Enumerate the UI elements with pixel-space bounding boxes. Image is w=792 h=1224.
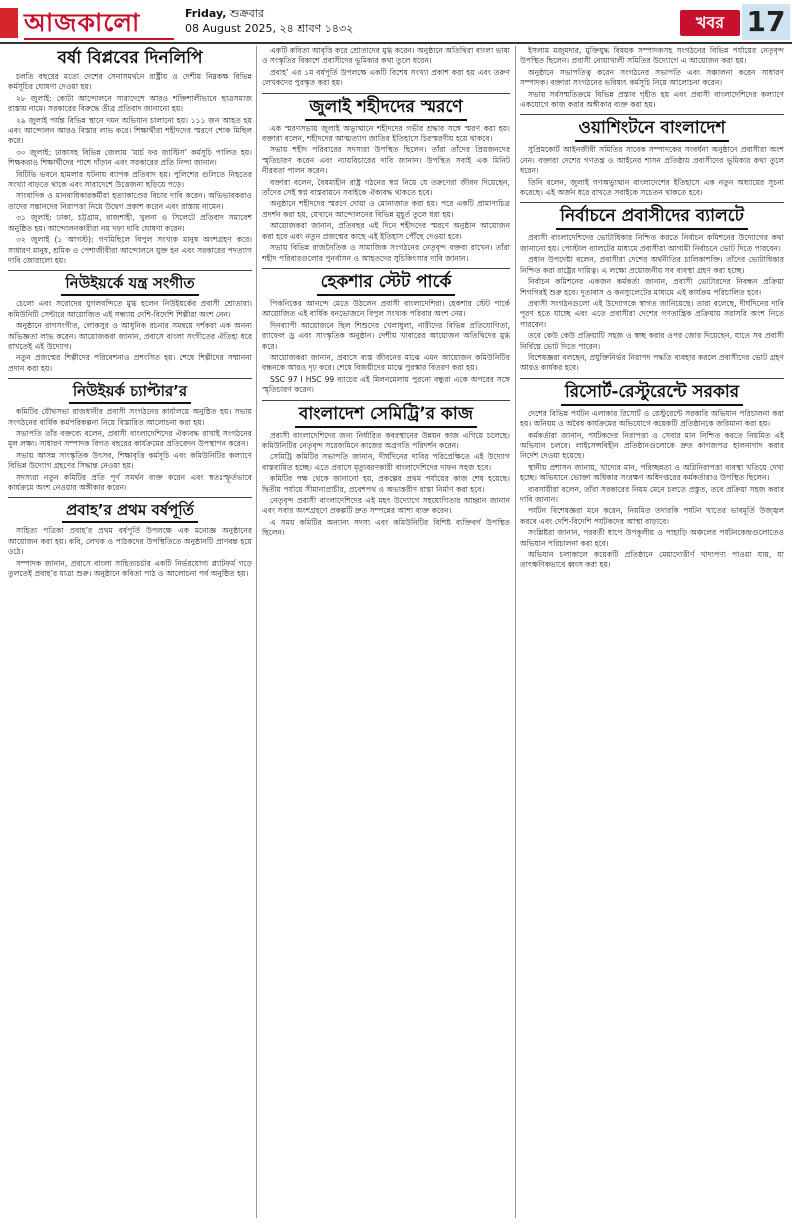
- article-newyork-chapter: [8, 382, 252, 493]
- paragraph: ২৮ জুলাই: কোটা আন্দোলনে সারাদেশে আরও শক্তিশালীভাবে ছাত্রসমাজ রাস্তায় নামে। সরকারের বিরুদ্ধে তীব্র প্রতিবাদ জানানো হয়।: [8, 93, 252, 114]
- paragraph: অনুষ্ঠানে রাগসংগীত, লোকসুর ও আধুনিক রচনার সমন্বয়ে দর্শকরা এক অনন্য অভিজ্ঞতা লাভ করেন। আয়োজকরা জানান, প্রবাসে বাংলা সংগীতের ঐতিহ্য ধরে রাখতেই এই উদ্যোগ।: [8, 321, 252, 351]
- day-en: Friday,: [185, 7, 227, 20]
- article-body: [262, 124, 510, 264]
- paragraph: স্থানীয় প্রশাসন জানায়, খাদ্যের মান, পরিচ্ছন্নতা ও অগ্নিনিরাপত্তা ব্যবস্থা খতিয়ে দেখা হচ্ছে। অভিযানে ভোক্তা অধিকার সংরক্ষণ অধিদপ্তরের কর্মকর্তারাও উপস্থিত ছিলেন।: [520, 462, 784, 483]
- headline-text: প্রবাহ’র প্রথম বর্ষপূর্তি: [62, 501, 198, 523]
- paragraph: প্রধান উপদেষ্টা বলেন, প্রবাসীরা দেশের অর্থনীতির চালিকাশক্তি। তাঁদের ভোটাধিকার নিশ্চিত করা রাষ্ট্রের দায়িত্ব। এ লক্ষ্যে প্রয়োজনীয় সব ব্যবস্থা গ্রহণ করা হচ্ছে।: [520, 255, 784, 275]
- paragraph: কর্মকর্তারা জানান, পর্যটকদের নিরাপত্তা ও সেবার মান নিশ্চিত করতে নিয়মিত এই অভিযান চলবে। লাইসেন্সবিহীন প্রতিষ্ঠানগুলোকে দ্রুত কাগজপত্র হালনাগাদ করার নির্দেশ দেওয়া হয়েছে।: [520, 430, 784, 461]
- article-washington-bangladesh: [520, 118, 784, 198]
- paragraph: ৩১ জুলাই: ঢাকা, চট্টগ্রাম, রাজশাহী, খুলনা ও সিলেটে প্রতিবাদ সমাবেশ অনুষ্ঠিত হয়। আন্দোলনকারীরা নয় দফা দাবি ঘোষণা করেন।: [8, 213, 252, 233]
- article-headline[interactable]: [8, 274, 252, 296]
- dateline: [185, 6, 353, 36]
- paragraph: ৩০ জুলাই: ঢাকাসহ বিভিন্ন জেলায় ‘মার্চ ফর জাস্টিস’ কর্মসূচি পালিত হয়। শিক্ষকরাও শিক্ষার্থীদের পাশে দাঁড়ান এবং সরকারের প্রতি নিন্দা জানান।: [8, 147, 252, 168]
- paragraph: অনুষ্ঠানে শহীদদের স্মরণে দোয়া ও মোনাজাত করা হয়। পরে একটি প্রামাণ্যচিত্র প্রদর্শন করা হয়, যেখানে আন্দোলনের বিভিন্ন মুহূর্ত তুলে ধরা হয়।: [262, 199, 510, 219]
- paragraph: পর্যটন বিশেষজ্ঞরা মনে করেন, নিয়মিত তদারকি পর্যটন খাতের ভাবমূর্তি উজ্জ্বল করবে এবং দেশি-বিদেশি পর্যটকদের আস্থা বাড়াবে।: [520, 506, 784, 526]
- paragraph: দেশের বিভিন্ন পর্যটন এলাকার রিসোর্ট ও রেস্টুরেন্টে সরকারি অভিযান পরিচালনা করা হয়। অনিয়ম ও অবৈধ কার্যক্রমের অভিযোগে কয়েকটি প্রতিষ্ঠানকে জরিমানা করা হয়।: [520, 408, 784, 429]
- paragraph: সভাপতি তাঁর বক্তব্যে বলেন, প্রবাসী বাংলাদেশিদের ঐক্যবদ্ধ রাখাই সংগঠনের মূল লক্ষ্য। সাধারণ সম্পাদক বিগত বছরের কার্যক্রমের প্রতিবেদন উপস্থাপন করেন।: [8, 428, 252, 449]
- paragraph: বিশেষজ্ঞরা বলছেন, প্রযুক্তিনির্ভর নিরাপদ পদ্ধতি ব্যবহার করলে প্রবাসীদের ভোট গ্রহণ আরও কার্যকর হবে।: [520, 352, 784, 373]
- article-body: [520, 46, 784, 110]
- paragraph: একটি কবিতা আবৃত্তি করে শ্রোতাদের মুগ্ধ করেন। অনুষ্ঠানে অতিথিরা বাংলা ভাষা ও সংস্কৃতির বিকাশে প্রবাসীদের ভূমিকার কথা তুলে ধরেন।: [262, 46, 510, 66]
- column-divider: [256, 46, 257, 1218]
- article-divider: [520, 378, 784, 379]
- paragraph: এ সময় কমিটির অন্যান্য সদস্য এবং কমিউনিটির বিশিষ্ট ব্যক্তিবর্গ উপস্থিত ছিলেন।: [262, 517, 510, 538]
- article-headline[interactable]: [262, 97, 510, 121]
- paragraph: পিকনিকের আনন্দে মেতে উঠলেন প্রবাসী বাংলাদেশিরা। হেকশার স্টেট পার্কে আয়োজিত এই বার্ষিক বনভোজনে বিপুল সংখ্যক পরিবার অংশ নেয়।: [262, 298, 510, 319]
- headline-text: বাংলাদেশ সেমিট্রি’র কাজ: [295, 404, 477, 428]
- paragraph: এক স্মরণসভায় জুলাই অভ্যুত্থানে শহীদদের গভীর শ্রদ্ধার সঙ্গে স্মরণ করা হয়। বক্তারা বলেন, শহীদদের আত্মত্যাগ জাতির ইতিহাসে চিরস্মরণীয় হয়ে থাকবে।: [262, 123, 510, 144]
- article-newyork-music: [8, 274, 252, 374]
- article-headline[interactable]: [520, 382, 784, 406]
- paragraph: সদস্যরা নতুন কমিটির প্রতি পূর্ণ সমর্থন ব্যক্ত করেন এবং স্বতঃস্ফূর্তভাবে কার্যক্রমে অংশ নেওয়ার অঙ্গীকার করেন।: [8, 472, 252, 492]
- section-tag: খবর: [680, 10, 740, 36]
- article-barsha-biplob: [8, 48, 252, 266]
- article-headline[interactable]: [8, 501, 252, 523]
- column-divider: [515, 46, 516, 1218]
- page-number: 17: [742, 4, 790, 40]
- paragraph: তিনি বলেন, জুলাই গণঅভ্যুত্থান বাংলাদেশের ইতিহাসে এক নতুন অধ্যায়ের সূচনা করেছে। এই অর্জন ধরে রাখতে সবাইকে সচেতন থাকতে হবে।: [520, 177, 784, 198]
- headline-text: ওয়াশিংটনে বাংলাদেশ: [575, 118, 730, 142]
- paragraph: তবে কেউ কেউ প্রক্রিয়াটি সহজ ও স্বচ্ছ করার ওপর জোর দিয়েছেন, যাতে সব প্রবাসী নির্বিঘ্নে ভোট দিতে পারেন।: [520, 331, 784, 351]
- article-july-martyrs: [262, 97, 510, 264]
- article-divider: [8, 497, 252, 498]
- date-text: 08 August 2025, ২৪ শ্রাবণ ১৪৩২: [185, 22, 354, 35]
- day-bn: শুক্রবার: [229, 7, 264, 20]
- headline-text: নির্বাচনে প্রবাসীদের ব্যালটে: [556, 206, 748, 230]
- paragraph: সংশ্লিষ্টরা জানান, পরবর্তী ধাপে উপকূলীয় ও পাহাড়ি অঞ্চলের পর্যটনকেন্দ্রগুলোতেও অভিযান পরিচালনা করা হবে।: [520, 528, 784, 548]
- top-rule: [0, 42, 792, 44]
- paragraph: সেমিট্রি কমিটির সভাপতি জানান, দীর্ঘদিনের দাবির পরিপ্রেক্ষিতে এই উদ্যোগ বাস্তবায়িত হচ্ছে। এতে প্রবাসে মৃত্যুবরণকারী বাংলাদেশিদের দাফন সহজ হবে।: [262, 452, 510, 472]
- paragraph: প্রবাসী বাংলাদেশিদের জন্য নির্ধারিত কবরস্থানের উন্নয়ন কাজ এগিয়ে চলেছে। কমিউনিটির নেতৃবৃন্দ সরেজমিনে কাজের অগ্রগতি পরিদর্শন করেন।: [262, 430, 510, 450]
- paragraph: বক্তারা বলেন, বৈষম্যহীন রাষ্ট্র গঠনের স্বপ্ন নিয়ে যে তরুণেরা জীবন দিয়েছেন, তাঁদের সেই স্বপ্ন বাস্তবায়নে সবাইকে ঐক্যবদ্ধ থাকতে হবে।: [262, 177, 510, 198]
- article-headline[interactable]: [262, 272, 510, 296]
- article-heckscher-park: [262, 272, 510, 396]
- article-expat-ballot: [520, 206, 784, 373]
- paragraph: ব্যবসায়ীরা বলেন, তাঁরা সরকারের নিয়ম মেনে চলতে প্রস্তুত, তবে প্রক্রিয়া সহজ করার দাবি জানান।: [520, 484, 784, 504]
- article-body: [8, 299, 252, 374]
- article-body: [262, 431, 510, 539]
- paragraph: প্রবাহ’ এর ১ম বর্ষপূর্তি উপলক্ষে একটি বিশেষ সংখ্যা প্রকাশ করা হয় এবং তরুণ লেখকদের পুরস্কৃত করা হয়।: [262, 67, 510, 88]
- article-continuation: [262, 46, 510, 89]
- newspaper-logo[interactable]: আজকালো: [24, 8, 141, 37]
- paragraph: সুপ্রিমকোর্ট আইনজীবী সমিতির সাবেক সম্পাদকের সংবর্ধনা অনুষ্ঠানে প্রবাসীরা অংশ নেন। বক্তারা দেশের গণতন্ত্র ও আইনের শাসন প্রতিষ্ঠায় প্রবাসীদের ভূমিকার কথা তুলে ধরেন।: [520, 145, 784, 176]
- paragraph: আয়োজকরা জানান, প্রতিবছর এই দিনে শহীদদের স্মরণে অনুষ্ঠান আয়োজন করা হবে এবং নতুন প্রজন্মের কাছে এই ইতিহাস পৌঁছে দেওয়া হবে।: [262, 221, 510, 241]
- paragraph: কমিটির যৌথসভা রাজধানীর প্রবাসী সংগঠনের কার্যালয়ে অনুষ্ঠিত হয়। সভায় সংগঠনের বার্ষিক কর্মপরিকল্পনা নিয়ে বিস্তারিত আলোচনা করা হয়।: [8, 407, 252, 427]
- article-probaho-anniversary: [8, 501, 252, 579]
- paragraph: বিটিভি ভবনে হামলার ঘটনায় ব্যাপক প্রতিবাদ হয়। পুলিশের গুলিতে নিহতের সংখ্যা বাড়তে থাকে এবং সারাদেশে উত্তেজনা ছড়িয়ে পড়ে।: [8, 169, 252, 190]
- paragraph: সভায় সর্বসম্মতিক্রমে বিভিন্ন প্রস্তাব গৃহীত হয় এবং প্রবাসী বাংলাদেশিদের কল্যাণে একযোগে কাজ করার অঙ্গীকার ব্যক্ত করা হয়।: [520, 89, 784, 110]
- paragraph: নেতৃবৃন্দ প্রবাসী বাংলাদেশিদের এই মহৎ উদ্যোগে সহযোগিতার আহ্বান জানান এবং সবার অংশগ্রহণে প্রকল্পটি দ্রুত সম্পন্নের আশা ব্যক্ত করেন।: [262, 496, 510, 516]
- paragraph: নতুন প্রজন্মের শিল্পীদের পরিবেশনাও প্রশংসিত হয়। শেষে শিল্পীদের সম্মাননা প্রদান করা হয়।: [8, 353, 252, 373]
- article-divider: [262, 400, 510, 401]
- article-divider: [262, 93, 510, 94]
- paragraph: সভায় শহীদ পরিবারের সদস্যরা উপস্থিত ছিলেন। তাঁরা তাঁদের প্রিয়জনদের স্মৃতিচারণ করেন এবং ন্যায়বিচারের দাবি জানান। উপস্থিত সবাই এক মিনিট নীরবতা পালন করেন।: [262, 145, 510, 176]
- paragraph: সাংবাদিক ও মানবাধিকারকর্মীরা হত্যাকাণ্ডের বিচার দাবি করেন। অভিভাবকরাও তাদের সন্তানদের নিরাপত্তা নিয়ে উদ্বেগ প্রকাশ করেন এবং রাস্তায় নামেন।: [8, 191, 252, 211]
- paragraph: প্রবাসী বাংলাদেশিদের ভোটাধিকার নিশ্চিত করতে নির্বাচন কমিশনের উদ্যোগের কথা জানানো হয়। পোস্টাল ব্যালটের মাধ্যমে প্রবাসীরা আগামী নির্বাচনে ভোট দিতে পারবেন।: [520, 233, 784, 253]
- article-bangladesh-cemetery: [262, 404, 510, 539]
- article-resort-restaurant: [520, 382, 784, 571]
- article-body: [520, 145, 784, 198]
- paragraph: সভায় বিভিন্ন রাজনৈতিক ও সামাজিক সংগঠনের নেতৃবৃন্দ বক্তব্য রাখেন। তাঁরা শহীদ পরিবারগুলোর পুনর্বাসন ও আহতদের সুচিকিৎসার দাবি জানান।: [262, 243, 510, 263]
- column-1: [8, 46, 252, 1218]
- article-body: [262, 46, 510, 89]
- article-body: [520, 409, 784, 571]
- paragraph: ২৯ জুলাই পর্যন্ত বিভিন্ন স্থানে দমন অভিযান চালানো হয়। ১১১ জন আহত হয় এবং আন্দোলন আরও বিস্তার লাভ করে। শিক্ষার্থীরা শহীদদের স্মরণে শোক মিছিল করে।: [8, 115, 252, 146]
- headline-text: জুলাই শহীদদের স্মরণে: [305, 97, 466, 121]
- paragraph: SSC 97 I HSC 99 ব্যাচের এই মিলনমেলায় পুরনো বন্ধুরা একে অপরের সঙ্গে স্মৃতিচারণ করেন।: [262, 374, 510, 395]
- article-headline[interactable]: বর্ষা বিপ্লবের দিনলিপি: [57, 48, 203, 68]
- masthead: [0, 0, 792, 42]
- article-body: [8, 407, 252, 493]
- article-divider: [8, 378, 252, 379]
- article-divider: [520, 114, 784, 115]
- article-headline[interactable]: [8, 382, 252, 404]
- masthead-accent-bar: [0, 8, 18, 38]
- article-body: [8, 72, 252, 266]
- logo-underline: [24, 38, 174, 40]
- paragraph: ইসলাম মজুমদার, মুক্তিযুদ্ধ বিষয়ক সম্পাদকসহ সংগঠনের বিভিন্ন পর্যায়ের নেতৃবৃন্দ উপস্থিত ছিলেন। প্রবাসী নোয়াখালী সমিতির উদ্যোগে এ আয়োজন করা হয়।: [520, 46, 784, 66]
- headline-text: নিউইয়র্ক চ্যাপ্টার’র: [69, 382, 191, 404]
- paragraph: ৩২ জুলাই (১ আগস্ট): গণমিছিলে বিপুল সংখ্যক মানুষ অংশগ্রহণ করে। সাধারণ মানুষ, শ্রমিক ও পেশাজীবীরা আন্দোলনে যুক্ত হন এবং সরকারের পদত্যাগ দাবি জোরালো হয়।: [8, 235, 252, 265]
- article-body: [262, 299, 510, 396]
- article-body: [8, 526, 252, 579]
- paragraph: অনুষ্ঠানে সভাপতিত্ব করেন সংগঠনের সভাপতি এবং সঞ্চালনা করেন সাধারণ সম্পাদক। বক্তারা সংগঠনের ভবিষ্যৎ কর্মসূচি নিয়ে আলোচনা করেন।: [520, 67, 784, 88]
- column-2: [262, 46, 510, 1218]
- paragraph: কমিটির পক্ষ থেকে জানানো হয়, প্রকল্পের প্রথম পর্যায়ের কাজ শেষ হয়েছে। দ্বিতীয় পর্যায়ে সীমানাপ্রাচীর, প্রবেশপথ ও অভ্যন্তরীণ রাস্তা নির্মাণ করা হবে।: [262, 474, 510, 494]
- headline-text: হেকশার স্টেট পার্কে: [317, 272, 456, 296]
- paragraph: অভিযান চলাকালে কয়েকটি প্রতিষ্ঠানে মেয়াদোত্তীর্ণ খাদ্যপণ্য পাওয়া যায়, যা তাৎক্ষণিকভাবে ধ্বংস করা হয়।: [520, 550, 784, 570]
- article-headline[interactable]: [262, 404, 510, 428]
- paragraph: নির্বাচন কমিশনের একজন কর্মকর্তা জানান, প্রবাসী ভোটারদের নিবন্ধন প্রক্রিয়া শিগগিরই শুরু হবে। দূতাবাস ও কনস্যুলেটের মাধ্যমে এই কার্যক্রম পরিচালিত হবে।: [520, 277, 784, 297]
- paragraph: সভায় আসন্ন সাংস্কৃতিক উৎসব, শিক্ষাবৃত্তি কর্মসূচি এবং কমিউনিটির কল্যাণে বিভিন্ন উদ্যোগ গ্রহণের সিদ্ধান্ত নেওয়া হয়।: [8, 450, 252, 471]
- column-3: [520, 46, 784, 1218]
- article-body: [520, 233, 784, 373]
- paragraph: চলতি বছরের মতো দেশের সেনাসমর্থনে রাষ্ট্রীয় ও দেশীয় নিম্নকক্ষ বিভিন্ন কর্মসূচির ঘোষণা দেওয়া হয়।: [8, 72, 252, 92]
- article-headline[interactable]: [520, 206, 784, 230]
- article-divider: [262, 268, 510, 269]
- headline-text: নিউইয়র্কে যন্ত্র সংগীত: [61, 274, 198, 296]
- headline-text: রিসোর্ট-রেস্টুরেন্টে সরকার: [561, 382, 743, 406]
- paragraph: আয়োজকরা জানান, প্রবাসে ব্যস্ত জীবনের মাঝে এমন আয়োজন কমিউনিটির বন্ধনকে আরও দৃঢ় করে। শেষে বিজয়ীদের মাঝে পুরস্কার বিতরণ করা হয়।: [262, 352, 510, 373]
- paragraph: সাহিত্য পত্রিকা প্রবাহ’র প্রথম বর্ষপূর্তি উপলক্ষে এক মনোজ্ঞ অনুষ্ঠানের আয়োজন করা হয়। কবি, লেখক ও পাঠকদের উপস্থিতিতে অনুষ্ঠানটি প্রাণবন্ত হয়ে ওঠে।: [8, 526, 252, 557]
- article-divider: [8, 270, 252, 271]
- article-headline[interactable]: [520, 118, 784, 142]
- paragraph: সম্পাদক জানান, প্রবাসে বাংলা সাহিত্যচর্চার একটি নির্ভরযোগ্য প্ল্যাটফর্ম গড়ে তুলতেই প্রবাহ’র যাত্রা শুরু। অনুষ্ঠানে কবিতা পাঠ ও আলোচনা পর্ব অনুষ্ঠিত হয়।: [8, 558, 252, 579]
- paragraph: দিনব্যাপী আয়োজনে ছিল শিশুদের খেলাধুলা, নারীদের বিভিন্ন প্রতিযোগিতা, র‍্যাফেল ড্র এবং সাংস্কৃতিক অনুষ্ঠান। দেশীয় খাবারের আয়োজন অতিথিদের মুগ্ধ করে।: [262, 320, 510, 351]
- article-divider: [520, 202, 784, 203]
- paragraph: প্রবাসী সংগঠনগুলো এই উদ্যোগকে স্বাগত জানিয়েছে। তারা বলেছে, দীর্ঘদিনের দাবি পূরণ হতে যাচ্ছে এবং এতে প্রবাসীরা দেশের গণতান্ত্রিক প্রক্রিয়ায় সরাসরি অংশ নিতে পারবেন।: [520, 298, 784, 329]
- article-continuation: [520, 46, 784, 110]
- paragraph: চেলো এবং সরোদের যুগলবন্দিতে মুগ্ধ হলেন নিউইয়র্কের প্রবাসী শ্রোতারা। কমিউনিটি সেন্টারে আয়োজিত এই সন্ধ্যায় দেশি-বিদেশি শিল্পীরা অংশ নেন।: [8, 299, 252, 319]
